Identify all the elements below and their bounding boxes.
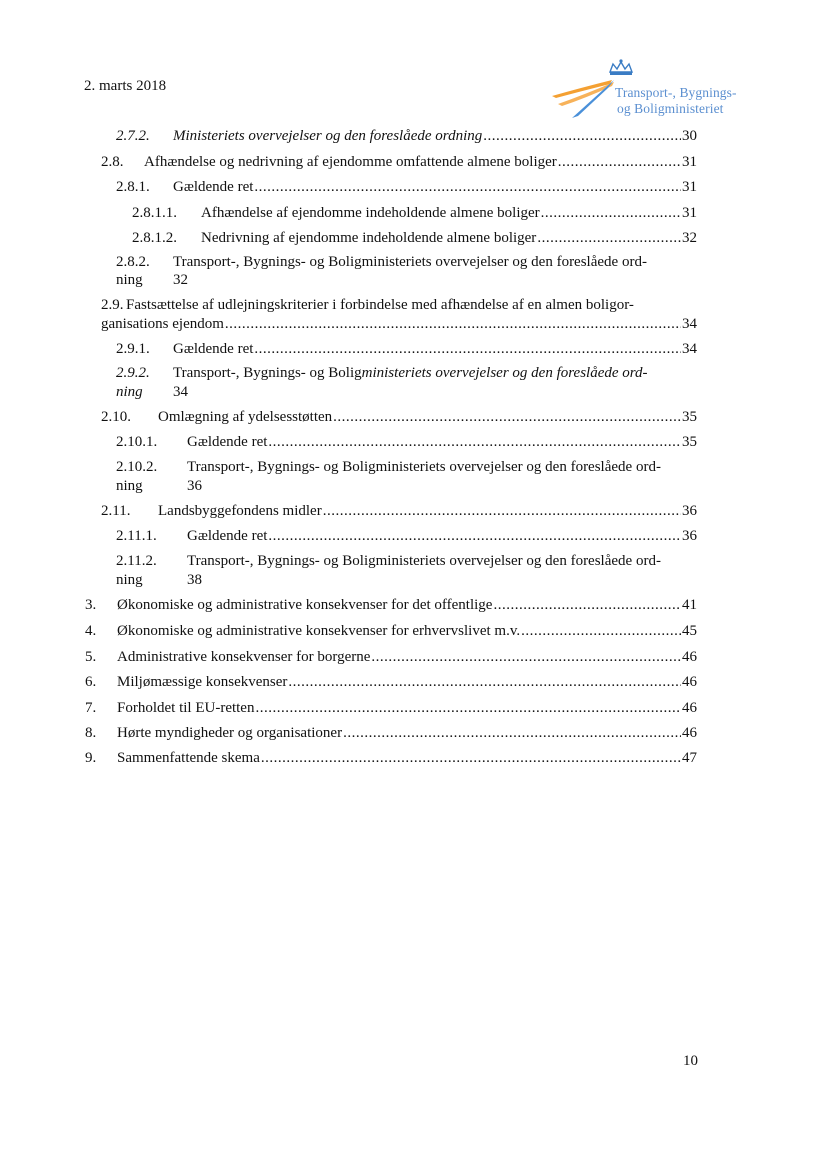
toc-leader (268, 432, 681, 452)
toc-leader (261, 748, 681, 768)
toc-number: 6. (85, 674, 97, 690)
toc-entry-continuation (116, 382, 188, 402)
toc-page: 46 (682, 725, 697, 741)
toc-title-cont: ning (116, 478, 143, 494)
toc-leader (541, 203, 681, 223)
toc-number: 2.8.1.1. (132, 205, 177, 221)
toc-entry[interactable] (116, 252, 647, 272)
toc-title: Nedrivning af ejendomme indeholdende almene boliger (201, 230, 537, 246)
toc-number: 2.7.2. (116, 128, 150, 144)
toc-number: 2.8.2. (116, 254, 150, 270)
toc-page: 34 (682, 341, 697, 357)
toc-number: 2.8.1.2. (132, 230, 177, 246)
toc-entry-continuation (116, 270, 188, 290)
toc-title: Afhændelse af ejendomme indeholdende almene boliger (201, 205, 540, 221)
toc-page: 31 (682, 179, 697, 195)
toc-number: 2.8. (101, 154, 124, 170)
toc-entry[interactable] (85, 595, 697, 615)
toc-page: 38 (187, 572, 202, 588)
toc-number: 3. (85, 597, 97, 613)
toc-page: 46 (682, 674, 697, 690)
toc-entry[interactable] (116, 126, 697, 146)
toc-title: Fastsættelse af udlejningskriterier i forbindelse med afhændelse af en almen boligor- (126, 297, 634, 313)
toc-number: 2.11.1. (116, 528, 157, 544)
toc-title: Transport-, Bygnings- og Boligministeriets overvejelser og den foreslåede ord- (173, 254, 647, 270)
toc-title: Administrative konsekvenser for borgerne (117, 649, 371, 665)
toc-number: 4. (85, 623, 97, 639)
toc-page: 46 (682, 700, 697, 716)
toc-page: 31 (682, 154, 697, 170)
toc-page: 36 (682, 528, 697, 544)
toc-entry[interactable] (85, 672, 697, 692)
toc-entry-continuation (116, 570, 202, 590)
toc-title: Gældende ret (187, 528, 268, 544)
toc-entry[interactable] (132, 203, 697, 223)
toc-page: 31 (682, 205, 697, 221)
toc-title: Gældende ret (187, 434, 268, 450)
toc-title: Omlægning af ydelsesstøtten (158, 409, 333, 425)
toc-number: 2.9. (101, 297, 124, 313)
toc-number: 2.10.2. (116, 459, 158, 475)
toc-title-italic: ministeriets overvejelser og den foreslåede ord- (361, 365, 648, 381)
toc-title: Landsbyggefondens midler (158, 503, 322, 519)
toc-title: Afhændelse og nedrivning af ejendomme omfattende almene boliger (144, 154, 557, 170)
toc-leader (371, 647, 681, 667)
toc-entry[interactable] (101, 152, 697, 172)
toc-title-cont: ning (116, 384, 143, 400)
toc-leader (225, 314, 681, 334)
toc-entry-continuation (101, 314, 697, 334)
toc-leader (254, 177, 681, 197)
toc-leader (558, 152, 681, 172)
toc-entry[interactable] (85, 621, 697, 641)
toc-entry[interactable] (85, 698, 697, 718)
toc-title: Hørte myndigheder og organisationer (117, 725, 343, 741)
page-number: 10 (683, 1053, 698, 1069)
toc-leader (493, 595, 681, 615)
header-date: 2. marts 2018 (84, 78, 167, 94)
toc-entry[interactable] (85, 748, 697, 768)
toc-title: Transport-, Bygnings- og Boligministeriets overvejelser og den foreslåede ord- (187, 459, 661, 475)
toc-title: Gældende ret (173, 179, 254, 195)
toc-entry[interactable] (132, 228, 697, 248)
toc-title-cont: ning (116, 272, 143, 288)
toc-number: 2.10. (101, 409, 131, 425)
toc-title: Økonomiske og administrative konsekvenser for erhvervslivet m.v. (117, 623, 521, 639)
toc-page: 36 (187, 478, 202, 494)
toc-title: Økonomiske og administrative konsekvenser for det offentlige (117, 597, 493, 613)
logo-line-1: Transport-, Bygnings- (615, 85, 737, 100)
toc-title: Transport-, Bygnings- og Boligministeriets overvejelser og den foreslåede ord- (187, 553, 661, 569)
toc-leader (483, 126, 681, 146)
toc-leader (288, 672, 681, 692)
toc-number: 9. (85, 750, 97, 766)
toc-title: Forholdet til EU-retten (117, 700, 255, 716)
toc-leader (537, 228, 681, 248)
toc-leader (268, 526, 681, 546)
toc-leader (333, 407, 681, 427)
toc-page: 35 (682, 434, 697, 450)
toc-number: 2.9.2. (116, 365, 150, 381)
toc-entry[interactable] (116, 339, 697, 359)
toc-entry-continuation (116, 476, 202, 496)
toc-page: 32 (682, 230, 697, 246)
toc-leader (323, 501, 681, 521)
toc-number: 2.11. (101, 503, 131, 519)
toc-page: 30 (682, 128, 697, 144)
toc-title-cont: ganisations ejendom (101, 316, 224, 332)
toc-leader (521, 621, 681, 641)
toc-page: 36 (682, 503, 697, 519)
toc-page: 46 (682, 649, 697, 665)
toc-entry[interactable] (116, 432, 697, 452)
toc-title: Gældende ret (173, 341, 254, 357)
toc-title: Miljømæssige konsekvenser (117, 674, 288, 690)
toc-number: 2.11.2. (116, 553, 157, 569)
toc-page: 34 (173, 384, 188, 400)
toc-entry[interactable] (85, 647, 697, 667)
toc-title-cont: ning (116, 572, 143, 588)
toc-page: 41 (682, 597, 697, 613)
toc-number: 8. (85, 725, 97, 741)
logo-line-2: og Boligministeriet (617, 101, 724, 116)
toc-number: 2.8.1. (116, 179, 150, 195)
toc-leader (255, 698, 681, 718)
toc-page: 34 (682, 316, 697, 332)
toc-title: Sammenfattende skema (117, 750, 260, 766)
toc-entry[interactable] (101, 295, 634, 315)
toc-number: 5. (85, 649, 97, 665)
toc-number: 2.10.1. (116, 434, 158, 450)
toc-title: Transport-, Bygnings- og Bolig (173, 365, 362, 381)
toc-page: 35 (682, 409, 697, 425)
toc-entry[interactable] (101, 407, 697, 427)
toc-entry[interactable] (116, 526, 697, 546)
toc-entry[interactable] (101, 501, 697, 521)
toc-page: 32 (173, 272, 188, 288)
toc-entry[interactable] (116, 177, 697, 197)
toc-entry[interactable] (116, 457, 661, 477)
toc-leader (343, 723, 681, 743)
toc-number: 7. (85, 700, 97, 716)
toc-entry[interactable] (85, 723, 697, 743)
toc-title: Ministeriets overvejelser og den foreslåede ordning (173, 128, 483, 144)
toc-page: 47 (682, 750, 697, 766)
toc-page: 45 (682, 623, 697, 639)
toc-number: 2.9.1. (116, 341, 150, 357)
toc-leader (254, 339, 681, 359)
toc-entry[interactable] (116, 363, 648, 383)
toc-entry[interactable] (116, 551, 661, 571)
